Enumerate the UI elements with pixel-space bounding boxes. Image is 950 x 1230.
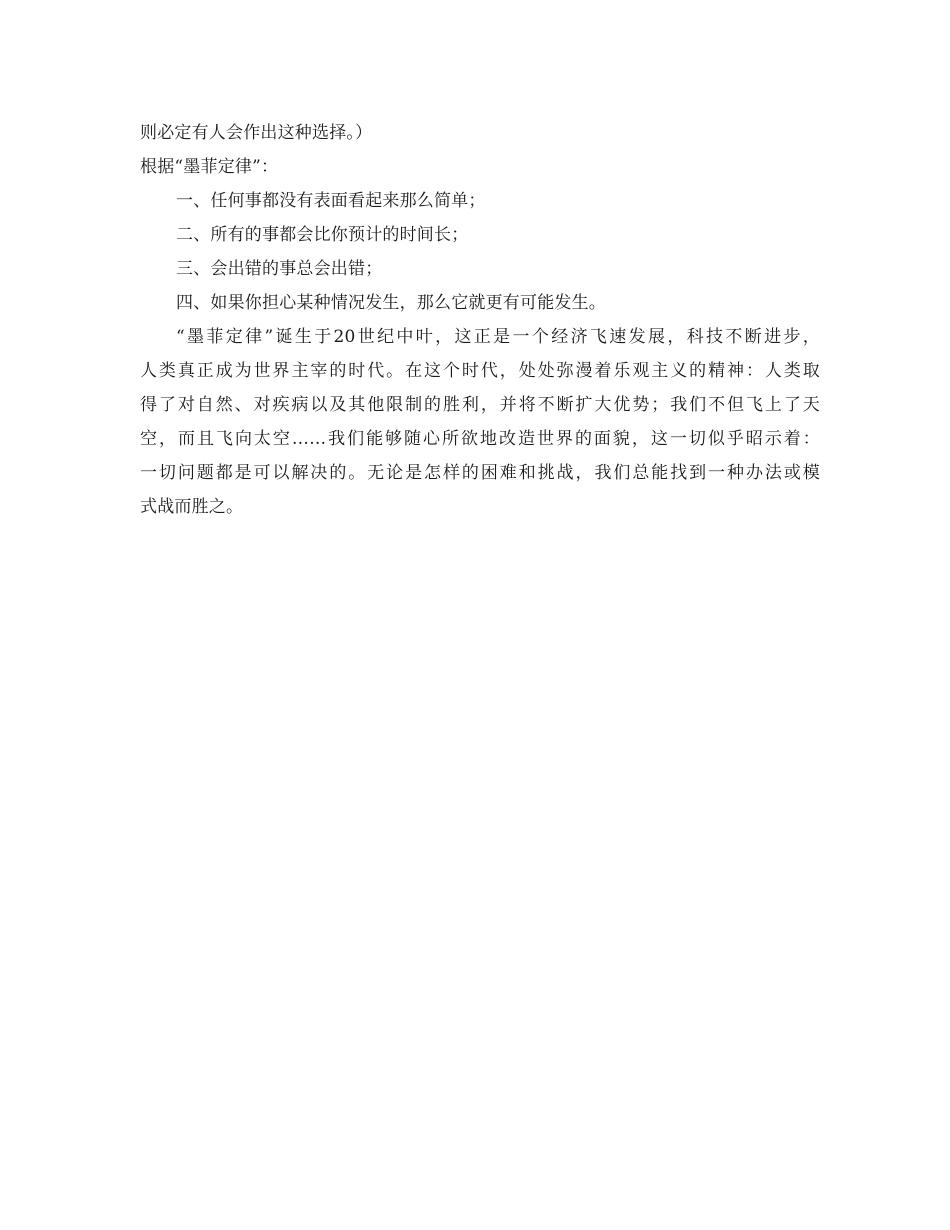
murphy-law-item-3: 三、会出错的事总会出错； — [176, 259, 383, 279]
paragraph-line: 空，而且飞向太空……我们能够随心所欲地改造世界的面貌，这一切似乎昭示着： — [140, 429, 820, 449]
paragraph-line: 得了对自然、对疾病以及其他限制的胜利，并将不断扩大优势；我们不但飞上了天 — [140, 395, 820, 415]
paragraph-line-continuation: 则必定有人会作出这种选择。） — [140, 123, 373, 143]
murphy-law-item-4: 四、如果你担心某种情况发生，那么它就更有可能发生。 — [176, 293, 606, 313]
paragraph-line: 一切问题都是可以解决的。无论是怎样的困难和挑战，我们总能找到一种办法或模 — [140, 463, 820, 483]
paragraph-line: “墨菲定律”诞生于20世纪中叶，这正是一个经济飞速发展，科技不断进步， — [176, 327, 820, 347]
murphy-law-intro: 根据“墨菲定律”： — [140, 157, 279, 177]
murphy-law-item-1: 一、任何事都没有表面看起来那么简单； — [176, 191, 486, 211]
murphy-law-item-2: 二、所有的事都会比你预计的时间长； — [176, 225, 469, 245]
paragraph-line: 人类真正成为世界主宰的时代。在这个时代，处处弥漫着乐观主义的精神：人类取 — [140, 361, 820, 381]
paragraph-line-last: 式战而胜之。 — [140, 497, 244, 517]
document-body — [140, 116, 820, 524]
